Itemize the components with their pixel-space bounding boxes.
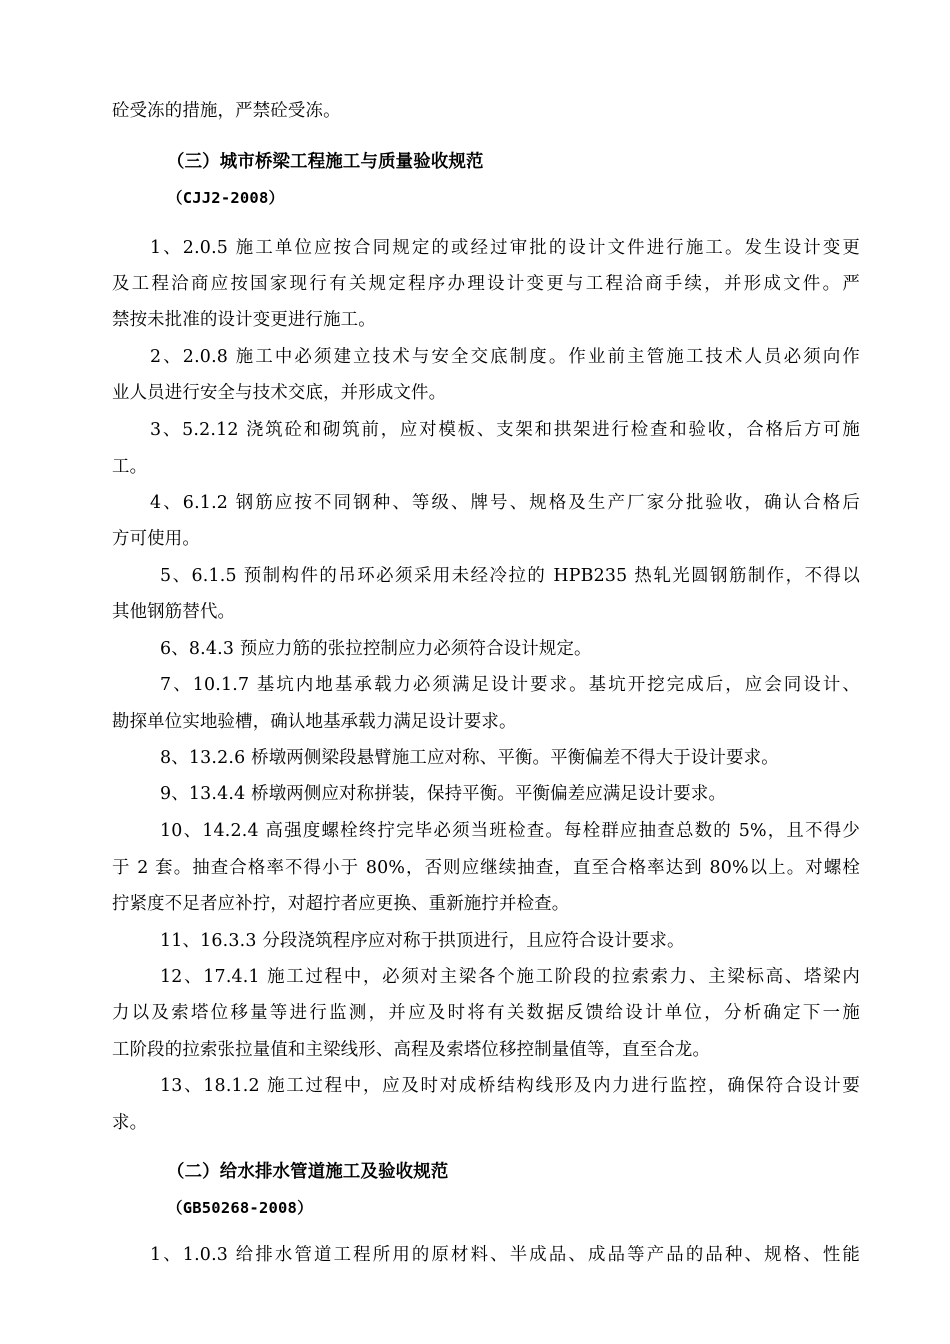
paragraph-line: 10、14.2.4 高强度螺栓终拧完毕必须当班检查。每栓群应抽查总数的 5%，且不得少 [160, 821, 860, 841]
paragraph-line: 12、17.4.1 施工过程中，必须对主梁各个施工阶段的拉索索力、主梁标高、塔梁内 [160, 967, 860, 987]
paragraph-line: 7、10.1.7 基坑内地基承载力必须满足设计要求。基坑开挖完成后，应会同设计、 [160, 675, 860, 695]
paragraph-line: 力以及索塔位移量等进行监测，并应及时将有关数据反馈给设计单位，分析确定下一施 [112, 1003, 860, 1023]
paragraph-line: 砼受冻的措施，严禁砼受冻。 [112, 101, 341, 121]
section-heading: （三）城市桥梁工程施工与质量验收规范 [167, 152, 484, 172]
paragraph-line: 工阶段的拉索张拉量值和主梁线形、高程及索塔位移控制量值等，直至合龙。 [112, 1040, 711, 1060]
section-code: （CJJ2-2008） [167, 189, 285, 207]
paragraph-line: 于 2 套。抽查合格率不得小于 80%，否则应继续抽查，直至合格率达到 80%以上。对螺栓 [112, 858, 860, 878]
paragraph-line: 3、5.2.12 浇筑砼和砌筑前，应对模板、支架和拱架进行检查和验收，合格后方可施 [150, 420, 860, 440]
paragraph-line: 其他钢筋替代。 [112, 602, 236, 622]
paragraph-line: 11、16.3.3 分段浇筑程序应对称于拱顶进行，且应符合设计要求。 [160, 931, 685, 951]
paragraph-line: 方可使用。 [112, 529, 200, 549]
paragraph-line: 2、2.0.8 施工中必须建立技术与安全交底制度。作业前主管施工技术人员必须向作 [150, 347, 860, 367]
section-code: （GB50268-2008） [167, 1199, 313, 1217]
paragraph-line: 及工程洽商应按国家现行有关规定程序办理设计变更与工程洽商手续，并形成文件。严 [112, 274, 860, 294]
paragraph-line: 勘探单位实地验槽，确认地基承载力满足设计要求。 [112, 712, 517, 732]
paragraph-line: 求。 [112, 1113, 148, 1133]
paragraph-line: 6、8.4.3 预应力筋的张拉控制应力必须符合设计规定。 [160, 639, 592, 659]
paragraph-line: 5、6.1.5 预制构件的吊环必须采用未经冷拉的 HPB235 热轧光圆钢筋制作，不得以 [160, 566, 860, 586]
paragraph-line: 8、13.2.6 桥墩两侧梁段悬臂施工应对称、平衡。平衡偏差不得大于设计要求。 [160, 748, 779, 768]
paragraph-line: 禁按未批准的设计变更进行施工。 [112, 310, 376, 330]
paragraph-line: 1、1.0.3 给排水管道工程所用的原材料、半成品、成品等产品的品种、规格、性能 [150, 1245, 860, 1265]
paragraph-line: 1、2.0.5 施工单位应按合同规定的或经过审批的设计文件进行施工。发生设计变更 [150, 238, 860, 258]
paragraph-line: 13、18.1.2 施工过程中，应及时对成桥结构线形及内力进行监控，确保符合设计要 [160, 1076, 860, 1096]
paragraph-line: 4、6.1.2 钢筋应按不同钢种、等级、牌号、规格及生产厂家分批验收，确认合格后 [150, 493, 860, 513]
paragraph-line: 9、13.4.4 桥墩两侧应对称拼装，保持平衡。平衡偏差应满足设计要求。 [160, 784, 727, 804]
paragraph-line: 工。 [112, 457, 148, 477]
paragraph-line: 拧紧度不足者应补拧，对超拧者应更换、重新施拧并检查。 [112, 894, 570, 914]
paragraph-line: 业人员进行安全与技术交底，并形成文件。 [112, 383, 447, 403]
section-heading: （二）给水排水管道施工及验收规范 [167, 1162, 449, 1182]
